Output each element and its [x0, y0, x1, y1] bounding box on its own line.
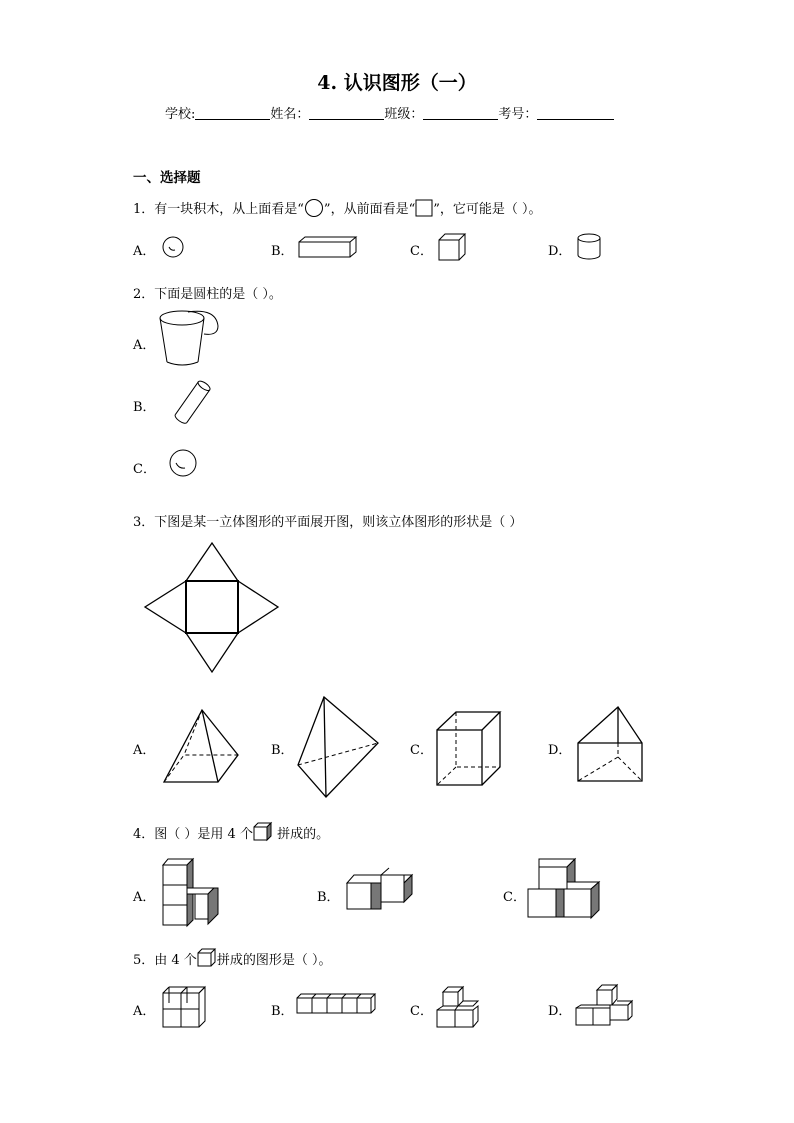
q2-option-a[interactable]: A． — [133, 338, 156, 353]
question-3: 3．下图是某一立体图形的平面展开图，则该立体图形的形状是（ ） — [133, 515, 523, 530]
q1-option-a[interactable]: A． — [133, 244, 156, 259]
name-label: 姓名： — [270, 107, 310, 122]
q1-option-d[interactable]: D． — [548, 244, 572, 259]
cube-stack-a — [162, 858, 222, 928]
school-blank[interactable] — [195, 105, 270, 120]
pyramid-net-diagram — [144, 542, 280, 674]
q4-text-1: 4．图（ ）是用 4 个 — [133, 827, 253, 842]
exam-label: 考号： — [498, 107, 538, 122]
q1-option-b[interactable]: B． — [271, 244, 294, 259]
cube-stack-c — [527, 858, 603, 920]
page-title: 4. 认识图形（一） — [317, 72, 477, 94]
q1-text-2: ”，从前面看是“ — [323, 202, 416, 217]
q4-text-2: 拼成的。 — [272, 827, 330, 842]
cuboid-icon — [298, 236, 358, 258]
cube-outline-icon — [436, 711, 502, 787]
square-icon — [415, 199, 433, 217]
class-label: 班级： — [384, 107, 424, 122]
q5-text-1: 5．由 4 个 — [133, 953, 197, 968]
ball-icon — [162, 236, 184, 258]
cylinder-icon — [576, 233, 602, 261]
q5-option-c[interactable]: C． — [410, 1004, 433, 1019]
cube-stack-b — [346, 874, 416, 910]
exam-blank[interactable] — [537, 105, 614, 120]
cube-group-a — [162, 986, 208, 1030]
q4-option-a[interactable]: A． — [133, 890, 156, 905]
triangular-pyramid-icon — [296, 695, 380, 799]
q3-option-b[interactable]: B． — [271, 743, 294, 758]
section-title: 一、选择题 — [133, 170, 201, 186]
triangular-prism-icon — [576, 705, 646, 783]
small-cube-icon — [253, 822, 273, 842]
question-5 — [133, 948, 331, 968]
q4-option-c[interactable]: C． — [503, 890, 526, 905]
cube-row-b — [296, 993, 378, 1015]
cube-group-d — [575, 984, 635, 1028]
q2-option-b[interactable]: B． — [133, 400, 156, 415]
q5-option-b[interactable]: B． — [271, 1004, 294, 1019]
circle-icon — [304, 199, 324, 217]
tilted-cylinder-icon — [168, 376, 216, 430]
q3-option-a[interactable]: A． — [133, 743, 156, 758]
question-2: 2．下面是圆柱的是（ ）。 — [133, 287, 282, 302]
q5-text-2: 拼成的图形是（ ）。 — [216, 953, 332, 968]
q5-option-a[interactable]: A． — [133, 1004, 156, 1019]
q1-text-1: 1．有一块积木，从上面看是“ — [133, 202, 304, 217]
name-blank[interactable] — [309, 105, 384, 120]
bucket-icon — [158, 308, 222, 370]
q3-option-d[interactable]: D． — [548, 743, 572, 758]
q4-option-b[interactable]: B． — [317, 890, 340, 905]
q1-text-3: ”，它可能是（ ）。 — [433, 202, 542, 217]
q3-option-c[interactable]: C． — [410, 743, 433, 758]
small-cube-outline-icon — [197, 948, 217, 968]
q2-option-c[interactable]: C． — [133, 462, 156, 477]
square-pyramid-icon — [162, 708, 240, 784]
cube-icon — [438, 233, 468, 261]
q5-option-d[interactable]: D． — [548, 1004, 572, 1019]
student-info-line — [165, 103, 614, 122]
sphere-icon — [168, 448, 198, 478]
school-label: 学校: — [165, 107, 196, 122]
cube-group-c — [436, 986, 482, 1030]
question-4 — [133, 822, 329, 842]
class-blank[interactable] — [423, 105, 498, 120]
question-1 — [133, 198, 542, 217]
q1-option-c[interactable]: C． — [410, 244, 433, 259]
